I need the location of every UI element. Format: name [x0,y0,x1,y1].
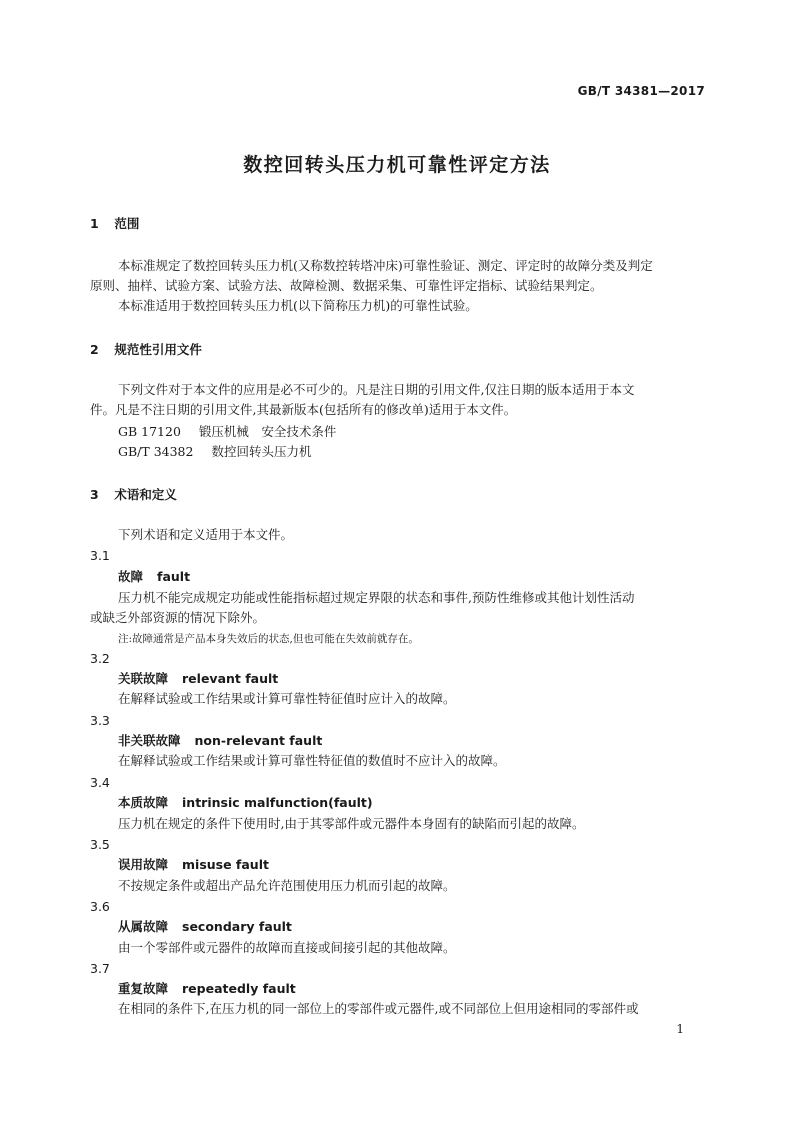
term-definition-line-1: 不按规定条件或超出产品允许范围使用压力机而引起的故障。 [118,878,456,893]
term-definition-line-1: 由一个零部件或元器件的故障而直接或间接引起的其他故障。 [118,940,456,955]
term-definition-line-1: 在相同的条件下,在压力机的同一部位上的零部件或元器件,或不同部位上但用途相同的零部件或 [118,1001,639,1016]
term-chinese: 关联故障 [118,671,169,686]
refs-paragraph-line-1: 下列文件对于本文件的应用是必不可少的。凡是注日期的引用文件,仅注日期的版本适用于本文 [118,382,635,397]
term-heading [118,568,190,586]
section-title: 范围 [114,216,140,231]
term-number: 3.6 [90,899,110,914]
section-3-heading [90,486,177,504]
term-definition-line-1: 在解释试验或工作结果或计算可靠性特征值的数值时不应计入的故障。 [118,753,506,768]
term-number: 3.4 [90,775,110,790]
term-heading [118,856,269,874]
term-chinese: 故障 [118,569,144,584]
reference-title: 数控回转头压力机 [211,444,312,459]
term-english: secondary fault [182,919,292,934]
section-number: 3 [90,487,99,502]
term-heading [118,732,322,750]
section-number: 2 [90,342,99,357]
term-heading [118,918,292,936]
scope-paragraph-line-2: 原则、抽样、试验方案、试验方法、故障检测、数据采集、可靠性评定指标、试验结果判定。 [90,278,603,293]
standard-code: GB/T 34381—2017 [577,84,705,98]
refs-paragraph-line-2: 件。凡是不注日期的引用文件,其最新版本(包括所有的修改单)适用于本文件。 [90,402,517,417]
term-chinese: 本质故障 [118,795,169,810]
term-number: 3.1 [90,548,110,563]
term-number: 3.3 [90,713,110,728]
terms-intro: 下列术语和定义适用于本文件。 [118,527,294,542]
term-definition-line-1: 压力机在规定的条件下使用时,由于其零部件或元器件本身固有的缺陷而引起的故障。 [118,816,585,831]
term-chinese: 非关联故障 [118,733,181,748]
term-english: intrinsic malfunction(fault) [182,795,373,810]
term-note: 注:故障通常是产品本身失效后的状态,但也可能在失效前就存在。 [118,633,419,645]
section-2-heading [90,341,202,359]
scope-applicability: 本标准适用于数控回转头压力机(以下简称压力机)的可靠性试验。 [118,298,478,313]
reference-title: 锻压机械 安全技术条件 [198,424,337,439]
term-definition-line-1: 压力机不能完成规定功能或性能指标超过规定界限的状态和事件,预防性维修或其他计划性活动 [118,590,635,605]
scope-paragraph-line-1: 本标准规定了数控回转头压力机(又称数控转塔冲床)可靠性验证、测定、评定时的故障分类及判定 [118,258,653,273]
reference-code: GB/T 34382 [118,444,194,459]
page-number: 1 [676,1022,684,1036]
term-heading [118,980,296,998]
term-chinese: 重复故障 [118,981,169,996]
term-chinese: 误用故障 [118,857,169,872]
term-english: repeatedly fault [182,981,296,996]
section-title: 规范性引用文件 [114,342,202,357]
term-definition-line-2: 或缺乏外部资源的情况下除外。 [90,610,266,625]
term-chinese: 从属故障 [118,919,169,934]
term-heading [118,670,278,688]
section-title: 术语和定义 [114,487,177,502]
term-definition-line-1: 在解释试验或工作结果或计算可靠性特征值时应计入的故障。 [118,691,456,706]
term-number: 3.5 [90,837,110,852]
term-english: non-relevant fault [194,733,323,748]
reference-item [118,423,336,441]
term-english: fault [157,569,191,584]
term-english: relevant fault [182,671,279,686]
term-heading [118,794,373,812]
section-number: 1 [90,216,99,231]
reference-code: GB 17120 [118,424,181,439]
term-number: 3.7 [90,961,110,976]
term-english: misuse fault [182,857,269,872]
term-number: 3.2 [90,651,110,666]
document-title: 数控回转头压力机可靠性评定方法 [243,154,551,176]
reference-item [118,443,311,461]
section-1-heading [90,215,139,233]
